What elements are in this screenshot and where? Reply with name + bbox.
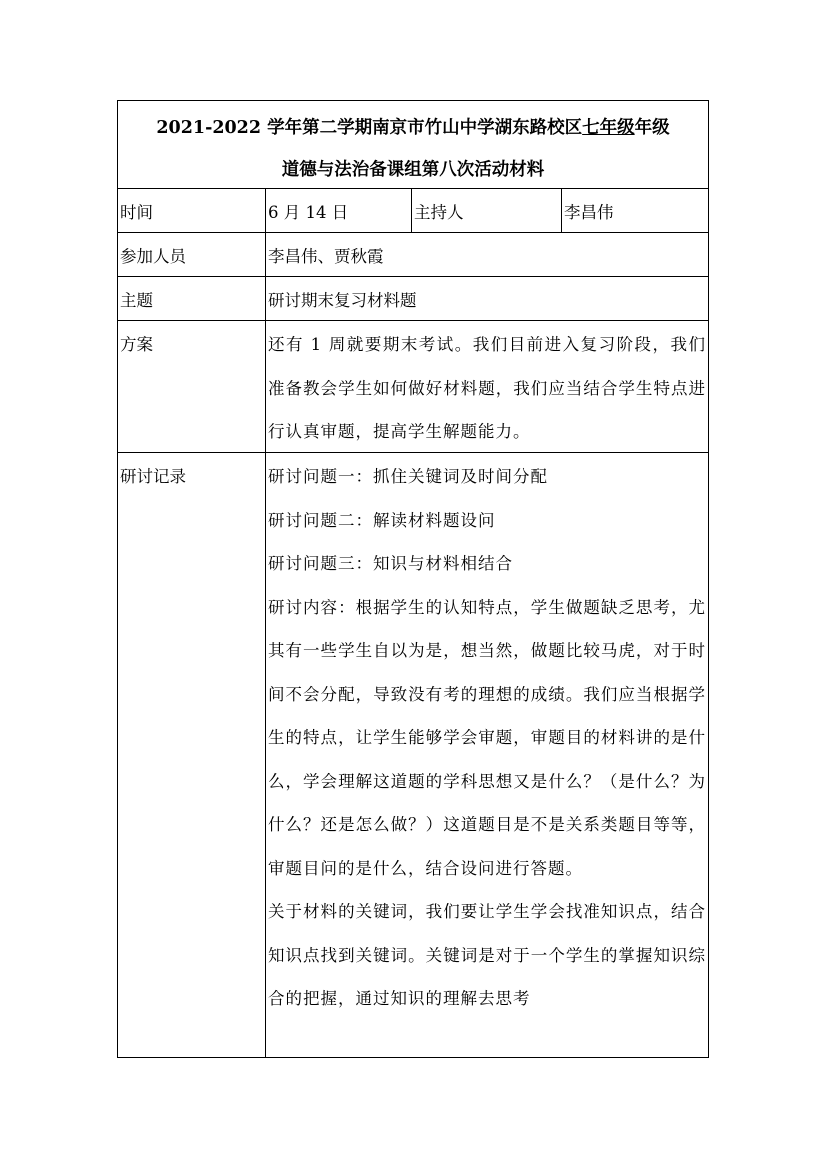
row-plan [118,321,708,453]
question-2: 研讨问题二：解读材料题设问 [268,510,496,530]
question-3: 研讨问题三：知识与材料相结合 [268,554,513,573]
activity-record-table [117,100,709,1058]
discussion-content: 研讨内容：根据学生的认知特点，学生做题缺乏思考，尤其有一些学生自以为是，想当然，做题比较马虎，对于时间不会分配，导致没有考的理想的成绩。我们应当根据学生的特点，让学生能够学会审题，审题目的材料讲的是什么，学会理解这道题的学科思想又是什么？（是什么？为什么？还是怎么做？）这道题目是不是关系类题目等等，审题目问的是什么，结合设问进行答题。 [268,597,706,878]
record-text [268,455,706,1021]
row-record [118,453,708,1057]
plan-label: 方案 [118,321,266,452]
host-label: 主持人 [412,189,562,232]
time-label: 时间 [118,189,266,232]
title-prefix: 2021-2022 学年第二学期南京市竹山中学湖东路校区 [156,118,583,138]
row-topic [118,277,708,321]
topic-label: 主题 [118,277,266,320]
title-line-1 [118,114,708,139]
participants-label: 参加人员 [118,233,266,276]
record-label: 研讨记录 [118,453,266,1057]
title-suffix: 年级 [634,118,670,138]
topic-value: 研讨期末复习材料题 [268,291,417,310]
question-1: 研讨问题一：抓住关键词及时间分配 [268,467,548,486]
row-participants [118,233,708,277]
title-line-2: 道德与法治备课组第八次活动材料 [281,160,545,180]
participants-value: 李昌伟、贾秋霞 [268,247,384,266]
plan-value [266,321,708,452]
title-grade: 七年级 [582,118,635,138]
record-value [266,453,708,1057]
time-value: 6 月 14 日 [266,189,412,232]
keywords-paragraph: 关于材料的关键词，我们要让学生学会找准知识点，结合知识点找到关键词。关键词是对于一个学生的掌握知识综合的把握，通过知识的理解去思考 [268,902,706,1008]
host-value: 李昌伟 [564,203,614,222]
plan-text: 还有 1 周就要期末考试。我们目前进入复习阶段，我们准备教会学生如何做好材料题，我们应当结合学生特点进行认真审题，提高学生解题能力。 [268,335,706,441]
row-time [118,189,708,233]
table-title [118,101,708,189]
